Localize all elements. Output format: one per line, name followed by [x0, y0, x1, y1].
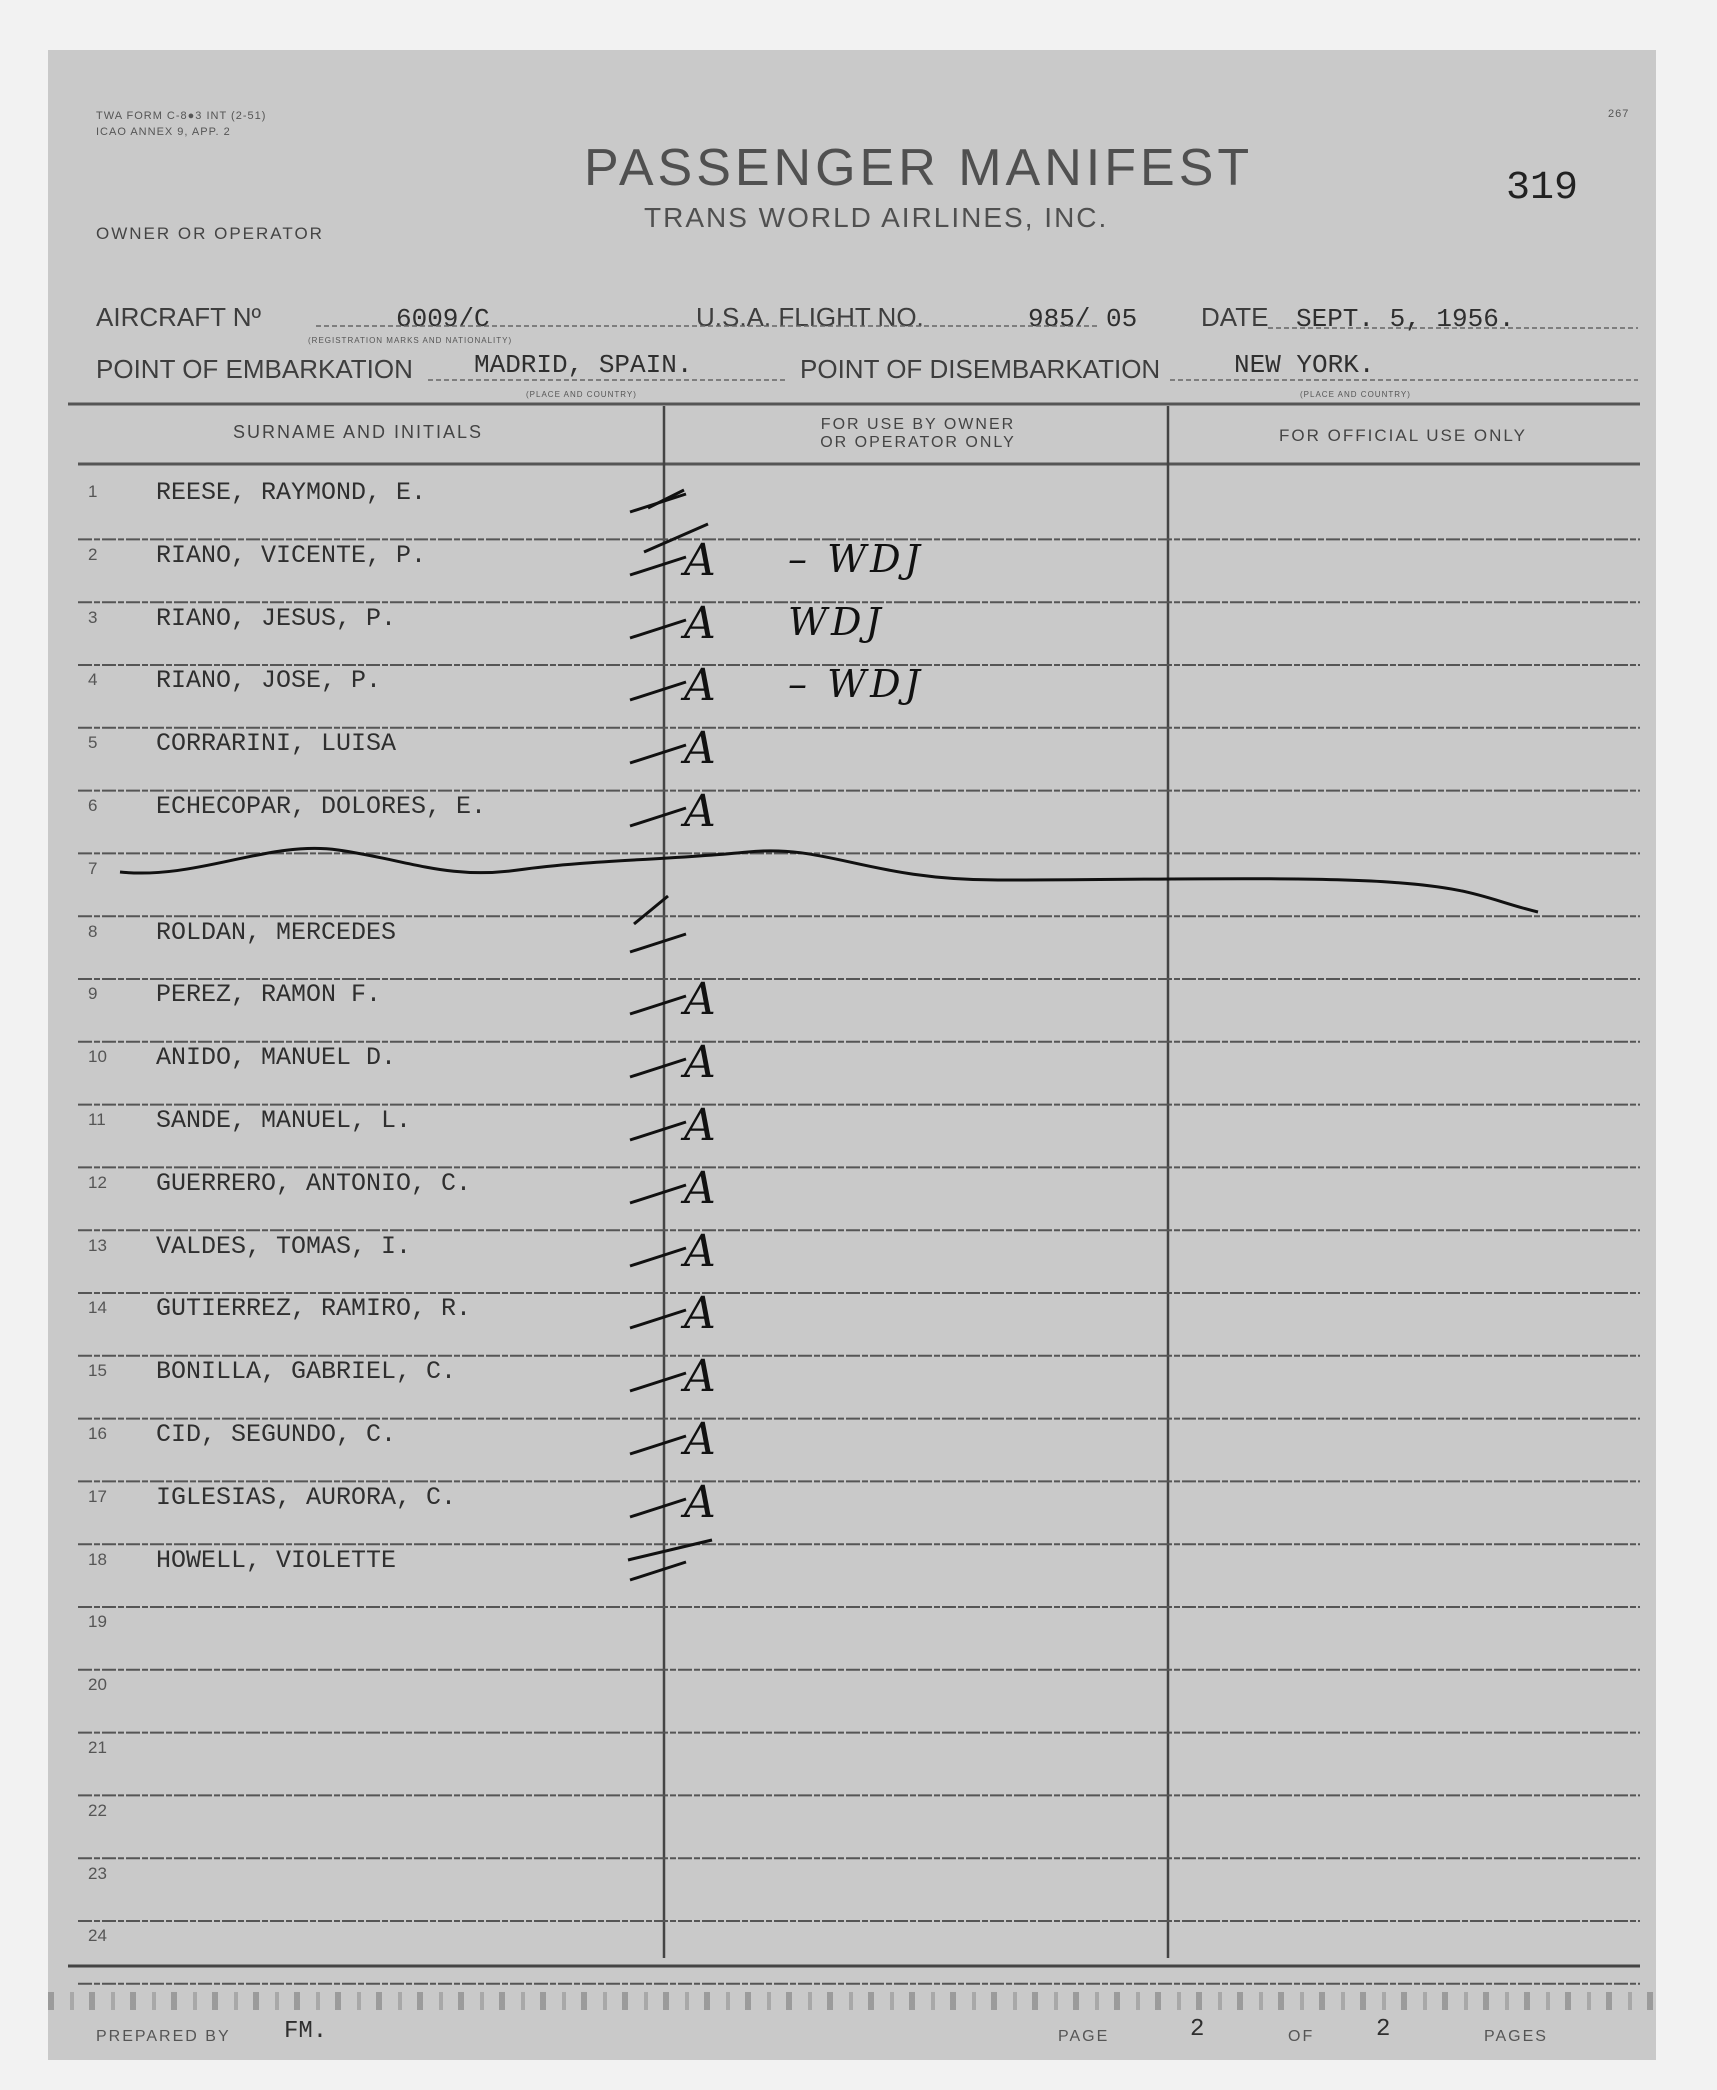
passenger-name: GUTIERREZ, RAMIRO, R.	[156, 1294, 472, 1324]
table-row	[48, 1667, 1656, 1730]
row-number: 18	[88, 1549, 107, 1569]
handwritten-mark: A	[684, 974, 716, 1026]
passenger-name: CORRARINI, LUISA	[156, 729, 397, 759]
smudged-border	[48, 1992, 1656, 2010]
row-number: 15	[88, 1361, 107, 1381]
row-number: 4	[88, 670, 98, 690]
table-row	[48, 1162, 1656, 1228]
table-row	[48, 1604, 1656, 1667]
handwritten-note: – WDJ	[788, 662, 924, 707]
passenger-name: HOWELL, VIOLETTE	[156, 1545, 397, 1575]
passenger-name: ECHECOPAR, DOLORES, E.	[156, 792, 487, 821]
table-row	[48, 662, 1656, 725]
table-row	[48, 1416, 1656, 1479]
passenger-name: VALDES, TOMAS, I.	[156, 1231, 412, 1261]
page-label: PAGE	[1058, 2028, 1110, 2045]
row-number: 21	[88, 1738, 107, 1757]
prepared-by-label: PREPARED BY	[96, 2028, 231, 2045]
handwritten-mark: A	[684, 1351, 716, 1403]
passenger-name: RIANO, VICENTE, P.	[156, 540, 427, 570]
row-number: 12	[88, 1172, 107, 1192]
passenger-name: GUERRERO, ANTONIO, C.	[156, 1168, 472, 1198]
passenger-name: ROLDAN, MERCEDES	[156, 917, 397, 947]
disembarkation-caption: (PLACE AND COUNTRY)	[1300, 390, 1411, 399]
row-number: 14	[88, 1298, 107, 1318]
handwritten-mark: A	[684, 1288, 716, 1340]
check-mark-icon	[626, 1550, 706, 1590]
handwritten-note: WDJ	[788, 599, 885, 644]
table-row	[48, 1918, 1656, 1981]
passenger-name: SANDE, MANUEL, L.	[156, 1106, 412, 1135]
table-row	[48, 1542, 1656, 1605]
column-header-surname: SURNAME AND INITIALS	[232, 422, 484, 442]
handwritten-mark: A	[684, 786, 716, 837]
table-row	[48, 914, 1656, 977]
table-row	[48, 534, 1656, 600]
passenger-name: BONILLA, GABRIEL, C.	[156, 1357, 457, 1387]
table-row	[48, 788, 1656, 851]
page-subtitle: TRANS WORLD AIRLINES, INC.	[644, 202, 1109, 233]
owner-label: OWNER OR OPERATOR	[96, 224, 324, 243]
column-header-owner-line2: OR OPERATOR ONLY	[820, 434, 1016, 451]
table-row	[48, 1353, 1656, 1416]
date-label: DATE	[1201, 302, 1269, 332]
table-row	[48, 1290, 1656, 1353]
prepared-by-value: FM.	[284, 2018, 328, 2045]
row-number: 11	[88, 1110, 106, 1129]
manifest-page	[48, 50, 1656, 2060]
row-number: 16	[88, 1424, 107, 1443]
table-row	[48, 1225, 1656, 1291]
table-row	[48, 1793, 1656, 1856]
embarkation-value: MADRID, SPAIN.	[474, 350, 693, 380]
handwritten-mark: A	[684, 597, 716, 649]
row-number: 2	[88, 544, 98, 564]
check-mark-icon	[626, 482, 706, 522]
handwritten-note: – WDJ	[788, 536, 924, 581]
row-number: 8	[88, 921, 98, 941]
form-id-line1: TWA FORM C-8●3 INT (2-51)	[96, 110, 267, 122]
handwritten-mark: A	[684, 660, 716, 712]
embarkation-caption: (PLACE AND COUNTRY)	[526, 390, 637, 399]
check-mark-icon	[626, 922, 706, 962]
total-pages-value: 2	[1376, 2016, 1391, 2043]
row-number: 3	[88, 607, 98, 627]
handwritten-mark: A	[684, 1414, 716, 1465]
page-number-value: 2	[1190, 2016, 1205, 2043]
handwritten-mark: A	[684, 1476, 716, 1528]
column-header-official: FOR OFFICIAL USE ONLY	[1279, 426, 1527, 445]
table-row	[48, 1476, 1656, 1542]
passenger-name: PEREZ, RAMON F.	[156, 980, 382, 1010]
table-row	[48, 851, 1656, 914]
row-number: 19	[88, 1612, 107, 1632]
handwritten-mark: A	[684, 534, 716, 586]
passenger-name: RIANO, JESUS, P.	[156, 603, 397, 633]
flight-number-value: 985/ 05	[1028, 304, 1138, 334]
corner-number: 267	[1608, 108, 1630, 120]
row-number: 10	[88, 1047, 107, 1067]
table-row	[48, 725, 1656, 788]
aircraft-value: 6009/C	[396, 304, 490, 334]
passenger-name: REESE, RAYMOND, E.	[156, 478, 427, 507]
table-row	[48, 597, 1656, 663]
passenger-name: RIANO, JOSE, P.	[156, 666, 382, 696]
page-title: PASSENGER MANIFEST	[584, 139, 1254, 197]
passenger-name: ANIDO, MANUEL D.	[156, 1043, 397, 1073]
table-row	[48, 976, 1656, 1039]
aircraft-label: AIRCRAFT Nº	[96, 302, 262, 332]
row-number: 22	[88, 1800, 107, 1820]
handwritten-mark: A	[684, 1037, 716, 1089]
page-serial-number: 319	[1506, 166, 1579, 211]
row-number: 7	[88, 858, 98, 878]
pages-label: PAGES	[1484, 2028, 1548, 2045]
form-id-line2: ICAO ANNEX 9, APP. 2	[96, 126, 231, 138]
handwritten-mark: A	[684, 1162, 716, 1214]
disembarkation-label: POINT OF DISEMBARKATION	[800, 354, 1161, 384]
date-value: SEPT. 5, 1956.	[1296, 304, 1515, 334]
passenger-name: IGLESIAS, AURORA, C.	[156, 1482, 457, 1512]
embarkation-label: POINT OF EMBARKATION	[96, 354, 413, 384]
handwritten-mark: A	[684, 1100, 716, 1151]
table-row	[48, 474, 1656, 537]
column-header-owner-line1: FOR USE BY OWNER	[820, 416, 1016, 433]
row-number: 23	[88, 1863, 107, 1883]
table-row	[48, 1039, 1656, 1102]
disembarkation-value: NEW YORK.	[1234, 350, 1375, 380]
of-label: OF	[1288, 2028, 1315, 2045]
row-number: 6	[88, 796, 98, 815]
row-number: 5	[88, 733, 98, 753]
handwritten-mark: A	[684, 723, 716, 775]
row-number: 24	[88, 1926, 107, 1946]
row-number: 9	[88, 984, 98, 1004]
aircraft-caption: (REGISTRATION MARKS AND NATIONALITY)	[308, 336, 513, 345]
flight-label: U.S.A. FLIGHT NO.	[696, 302, 924, 332]
row-number: 17	[88, 1486, 107, 1506]
row-number: 1	[88, 482, 98, 501]
handwritten-mark: A	[684, 1225, 716, 1277]
row-number: 13	[88, 1235, 107, 1255]
table-row	[48, 1102, 1656, 1165]
passenger-name: CID, SEGUNDO, C.	[156, 1420, 397, 1449]
table-row	[48, 1730, 1656, 1793]
table-row	[48, 1856, 1656, 1919]
row-number: 20	[88, 1675, 107, 1695]
